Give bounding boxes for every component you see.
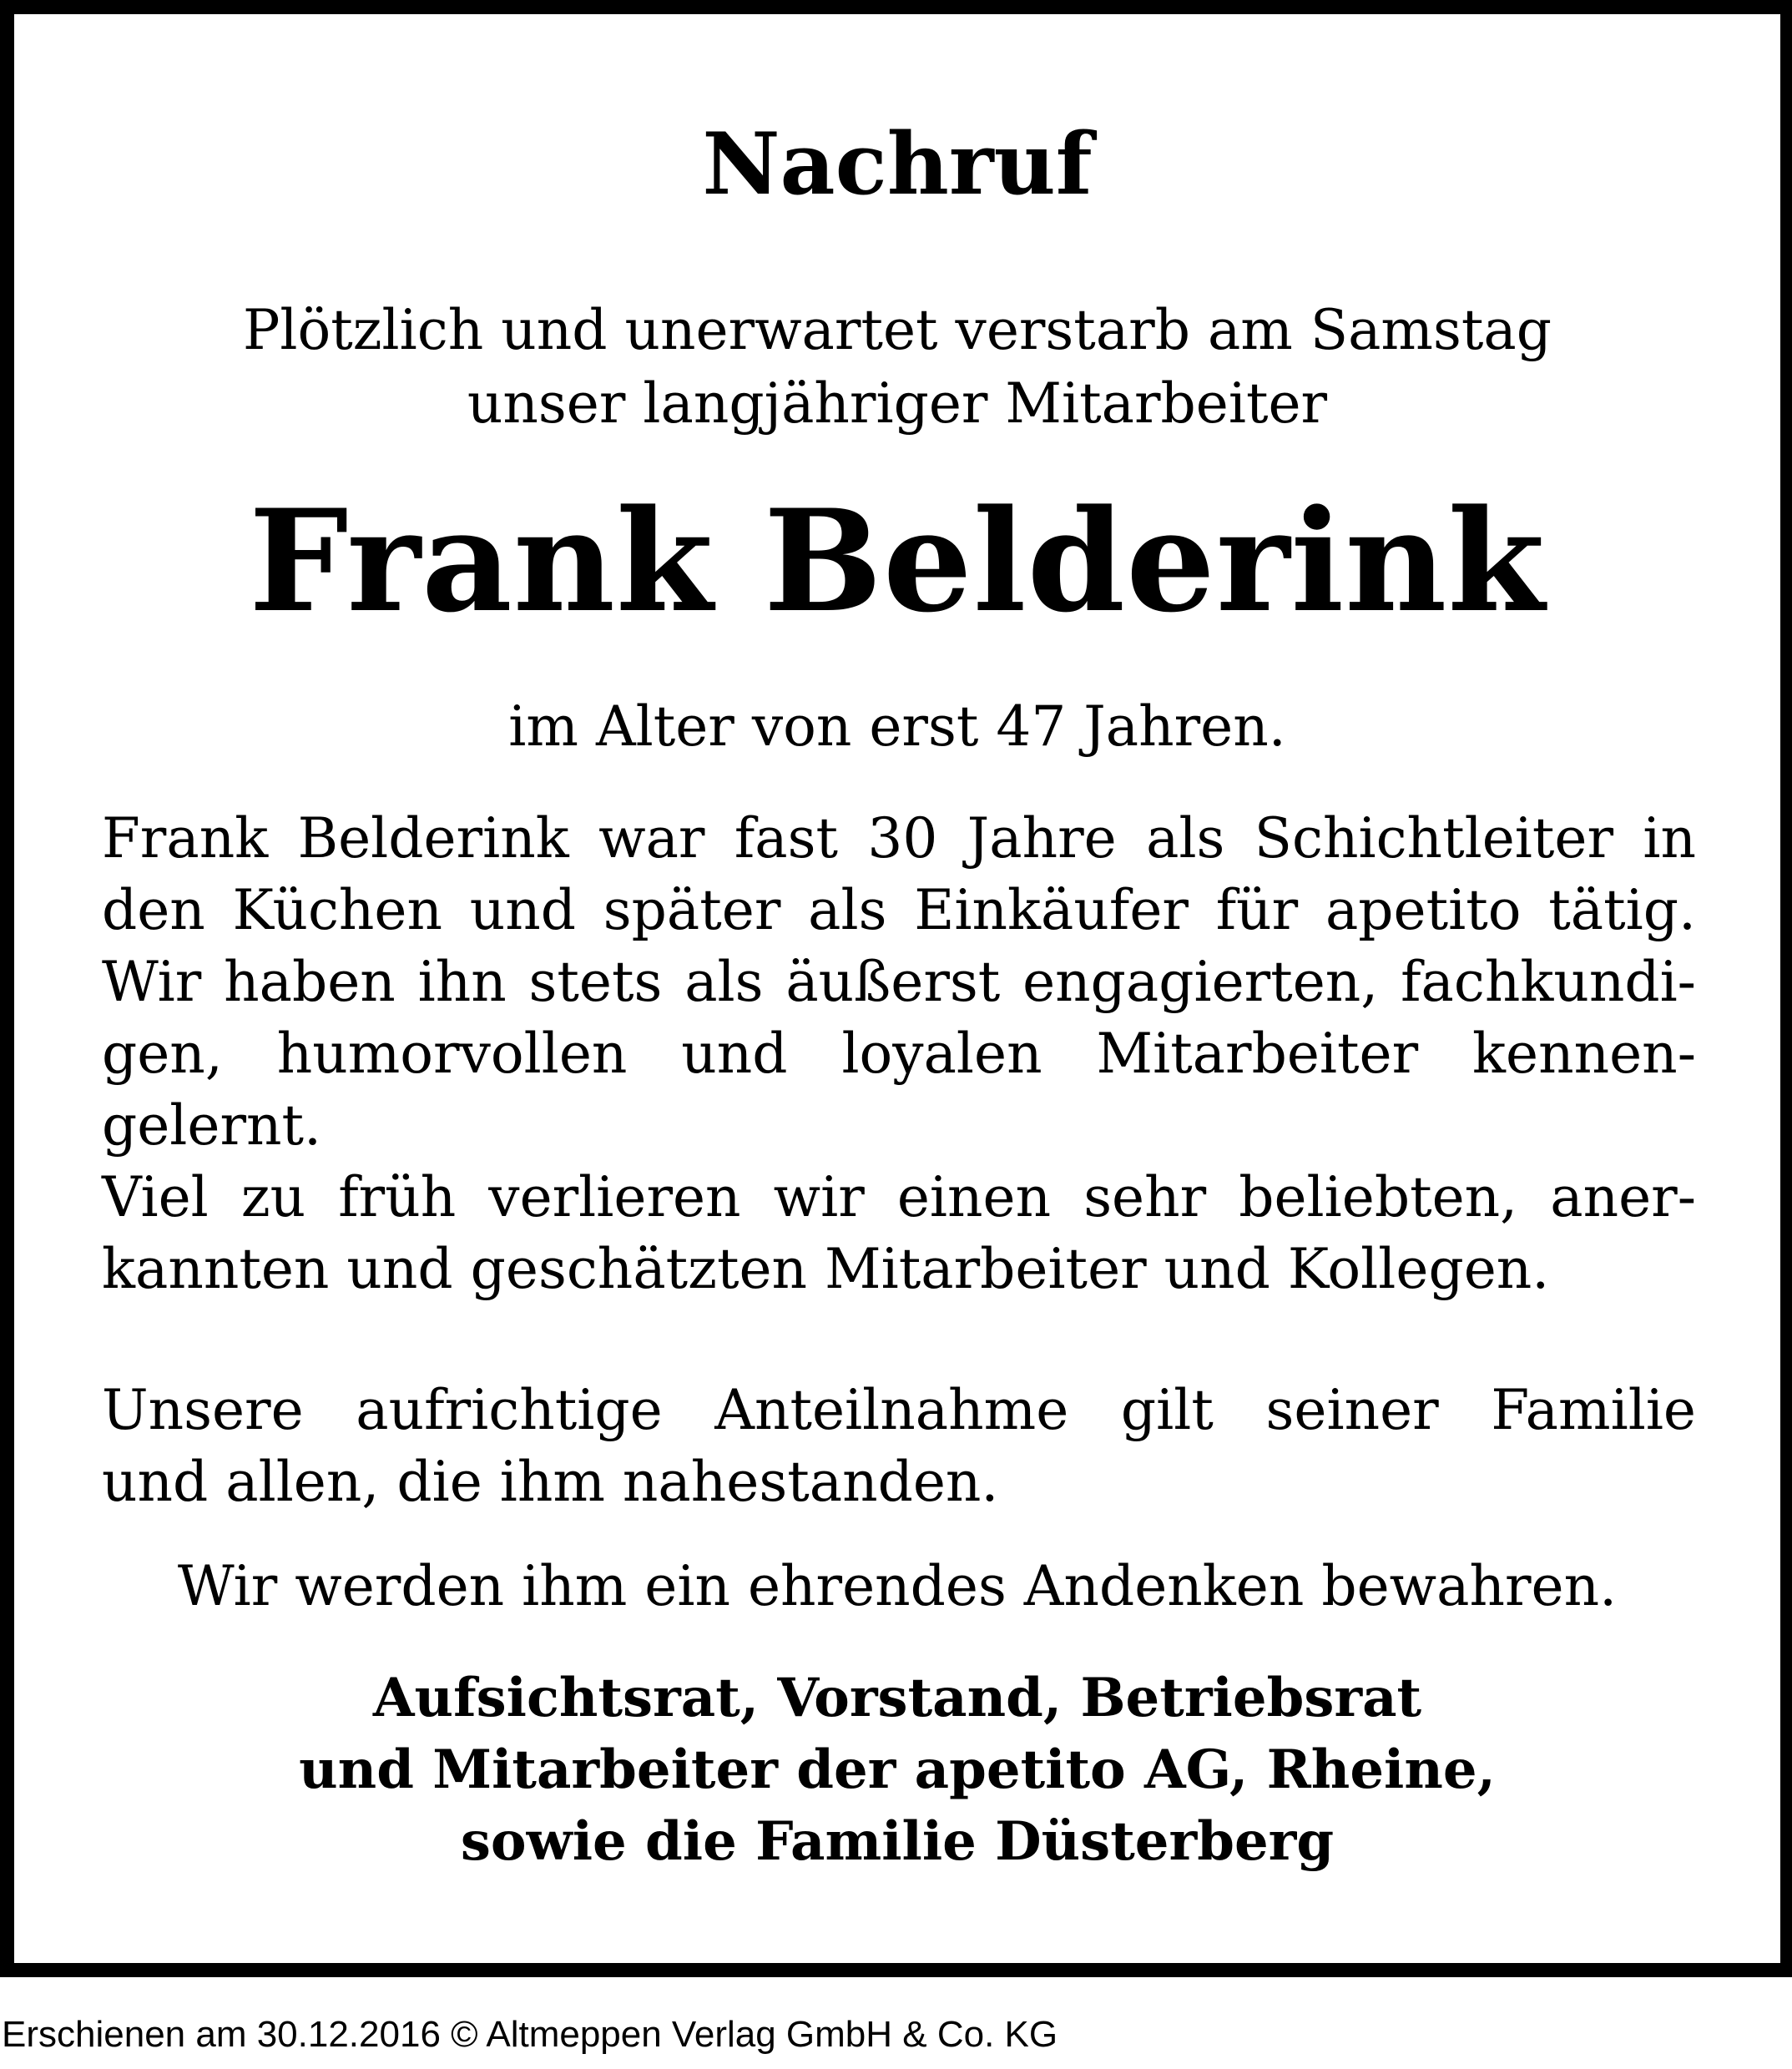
intro-line: unser langjähriger Mitarbeiter bbox=[467, 371, 1328, 436]
paragraph-line: den Küchen und später als Einkäufer für apetito tätig. bbox=[102, 878, 1696, 942]
signoff bbox=[14, 1663, 1780, 1878]
notice-title: Nachruf bbox=[702, 114, 1093, 214]
paragraph-line: kannten und geschätzten Mitarbeiter und Kollegen. bbox=[102, 1237, 1550, 1301]
age-line: im Alter von erst 47 Jahren. bbox=[508, 694, 1286, 759]
signoff-line: sowie die Familie Düsterberg bbox=[460, 1810, 1335, 1873]
signoff-line: Aufsichtsrat, Vorstand, Betriebsrat bbox=[372, 1667, 1422, 1729]
publication-footer: Erschienen am 30.12.2016 © Altmeppen Verlag GmbH & Co. KG bbox=[2, 2014, 1058, 2055]
paragraph-line: gelernt. bbox=[102, 1093, 322, 1158]
paragraph-condolence bbox=[102, 1375, 1696, 1518]
closing-line: Wir werden ihm ein ehrendes Andenken bewahren. bbox=[177, 1554, 1618, 1618]
paragraph-line: Frank Belderink war fast 30 Jahre als Schichtleiter in bbox=[102, 806, 1696, 870]
paragraph-line: Viel zu früh verlieren wir einen sehr beliebten, aner- bbox=[102, 1165, 1696, 1229]
intro-text bbox=[14, 294, 1780, 441]
paragraph-line: Wir haben ihn stets als äußerst engagierten, fachkundi- bbox=[102, 950, 1696, 1014]
paragraph-line: Unsere aufrichtige Anteilnahme gilt seiner Familie bbox=[102, 1378, 1696, 1442]
paragraph-line: und allen, die ihm nahestanden. bbox=[102, 1450, 999, 1514]
signoff-line: und Mitarbeiter der apetito AG, Rheine, bbox=[299, 1738, 1496, 1801]
intro-line: Plötzlich und unerwartet verstarb am Samstag bbox=[242, 298, 1552, 362]
paragraph-tribute bbox=[102, 803, 1696, 1305]
deceased-name: Frank Belderink bbox=[249, 478, 1546, 643]
paragraph-line: gen, humorvollen und loyalen Mitarbeiter kennen- bbox=[102, 1022, 1696, 1086]
